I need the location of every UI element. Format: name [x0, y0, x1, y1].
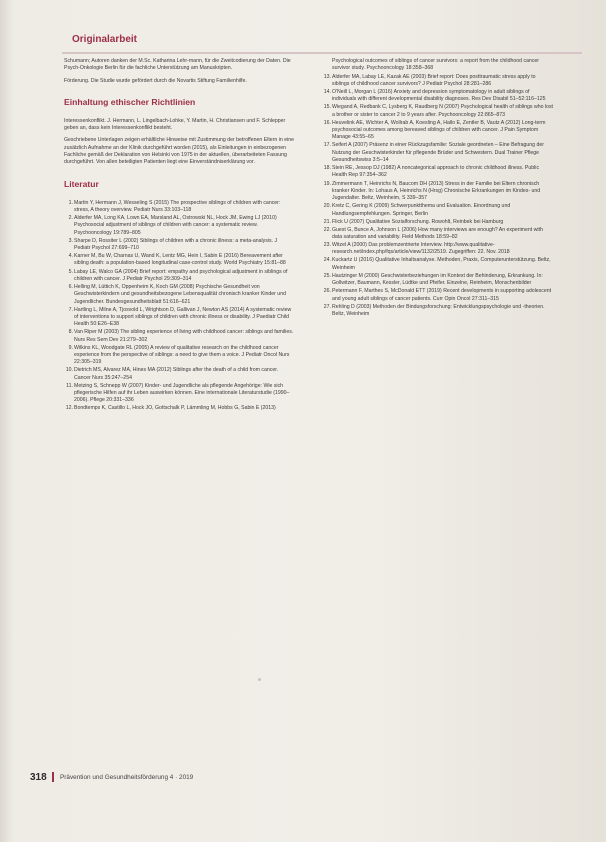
- right-column: [322, 58, 554, 319]
- reference-item: [64, 405, 294, 412]
- reference-item: [64, 345, 294, 367]
- reference-item: [322, 74, 554, 89]
- reference-number: 13.: [323, 73, 331, 80]
- reference-list-left: [64, 200, 294, 413]
- reference-item: [322, 219, 554, 226]
- reference-number: 21.: [323, 218, 331, 225]
- reference-item: [64, 307, 294, 329]
- reference-text: O'Neill L, Morgan L (2016) Anxiety and depression symptomatology in adult siblings of individuals with different developmental disability diagnoses. Res Dev Disabil 51–52:116–125: [332, 88, 546, 103]
- reference-number: 16.: [323, 119, 331, 126]
- reference-text: Van Riper M (2003) The sibling experience of living with childhood cancer: siblings and families. Nurs Res Sem Dev 21:279–302: [74, 329, 294, 343]
- reference-text: Labay LE, Walco GA (2004) Brief report: empathy and psychological adjustment in siblings of children with cancer. J Pediatr Psychol 29:309–314: [74, 268, 288, 282]
- reference-number: 23.: [323, 242, 331, 249]
- reference-text: Alderfer MA, Long KA, Lown EA, Marsland AL, Ostrowski NL, Hock JM, Ewing LJ (2010) Psychosocial adjustment of siblings of children with cancer: a systematic review. Psychooncology 19:789–805: [74, 215, 277, 236]
- reference-item: [322, 142, 554, 164]
- reference-number: 2.: [68, 215, 73, 222]
- reference-text: Karner M, Bu W, Charnas U, Wand K, Lentz MG, Hein I, Sabin E (2016) Bereavement after sibling death: a population-based longitudinal case-control study. World Psychiatry 15:81–88: [74, 253, 286, 267]
- conflict-of-interest-paragraph: Interessenkonflikt. J. Hermann, L. Lingelbach-Lohke, Y. Martin, H. Christiansen und F. Schlepper geben an, dass kein Interessenkonflikt besteht.: [64, 117, 286, 132]
- reference-number: 15.: [323, 104, 331, 111]
- reference-text: Metzing S, Schnepp W (2007) Kinder- und Jugendliche als pflegende Angehörige: Wie sich pflegerische Hilfen auf ihr Leben auswirken können. Eine internationale Literaturstudie (1990–2006). Pflege 20:331–336: [74, 382, 290, 404]
- reference-number: 4.: [68, 253, 73, 260]
- reference-number: 14.: [323, 88, 331, 95]
- reference-item: [322, 273, 554, 288]
- reference-text: Kuckartz U (2016) Qualitative Inhaltsanalyse. Methoden, Praxis, Computerunterstützung. Beltz, Weinheim: [332, 257, 551, 271]
- reference-number: 22.: [323, 226, 331, 233]
- reference-text: Bondtemps K, Castillo L, Hock JO, Gottschalk P, Lämmling M, Hobbs G, Sabin E (2013): [74, 405, 276, 412]
- reference-item: [322, 257, 554, 272]
- ethics-statement-paragraph: Geschriebene Unterlagen zeigen erhältliche Hinweise mit Zustimmung der betroffenen Eltern in eine zusätzlich Aufnahme an der Klinik durchgeführt worden (2015), als Einleitungen in einbezogenen Fachliche gemäß der Deklaration von Helsinki von 1975 in der aktuellen, überarbeiteten Fassung durchgeführt. Von allen beteiligten Patienten liegt eine Einverständniserklärung vor.: [64, 137, 295, 166]
- reference-number: 26.: [323, 288, 331, 295]
- left-column: [64, 58, 294, 414]
- reference-number: 9.: [68, 344, 73, 351]
- footer-divider: [52, 772, 54, 782]
- page-header: [62, 30, 582, 54]
- reference-text: Wiegand A, Redbank C, Lysberg K, Raudberg N (2007) Psychological health of siblings who lost a brother or sister to cancer 2 to 9 years after. Psychooncology 22:865–873: [332, 104, 553, 118]
- page-footer: [30, 770, 570, 786]
- reference-text: Dietrich MS, Alvarez MA, Hines MA (2012) Siblings after the death of a child from cancer. Cancer Nurs 35:247–254: [74, 367, 279, 381]
- reference-text: Helling M, Lüttich K, Oppenheim K, Koch GM (2008) Psychische Gesundheit von Geschwisterkindern und gesundheitsbezogene Lebensqualität chronisch kranker Kinder und Jugendlicher. Bundesgesundheitsblatt 51:616–621: [74, 283, 286, 305]
- reference-item: [322, 165, 554, 180]
- reference-item: [64, 383, 294, 405]
- section-label: Originalarbeit: [72, 34, 138, 45]
- reference-continuation: Psychological outcomes of siblings of cancer survivors: a report from the childhood cancer survivor study. Psychooncology 18:358–368: [332, 58, 540, 72]
- reference-number: 17.: [323, 142, 331, 149]
- reference-item: [64, 200, 294, 215]
- reference-text: Witzel A (2000) Das problemzentrierte Interview. http://www.qualitative-research.net/index.php/fqs/article/view/1132/2519. Zugegriffen: 22. Nov. 2018: [332, 242, 510, 256]
- reference-text: Heuvelink AE, Wichter A, Wollrab A, Koesling A, Hallo E, Zentler B, Vautz A (2012) Long-term psychosocial outcomes among bereaved siblings of children with cancer. J Pain Symptom Manage 43:55–65: [332, 119, 546, 141]
- reference-text: Seifert A (2007) Präsenz in einer Rückzugsfamilie: Soziale geordneten – Eine Befragung der Nutzung der Geschwisterkinder für pflegende Brüder und Schwestern. Dual Trainer Pflege Gesundheitswiss 3:5–14: [332, 142, 544, 164]
- journal-citation: Prävention und Gesundheitsförderung 4 · 2019: [60, 774, 194, 781]
- reference-text: Zimmermann T, Heinrichs N, Baucom DH (2013) Stress in der Familie bei Eltern chronisch kranker Kinder. In: Lohaus A, Heinrichs N (Hrsg) Chronische Erkrankungen im Kindes- und Jugendalter. Beltz, Weinheim, S 339–357: [332, 180, 541, 202]
- reference-list-right: [322, 74, 554, 319]
- ethics-heading: Einhaltung ethischer Richtlinien: [64, 96, 196, 107]
- reference-item: [322, 181, 554, 203]
- reference-number: 18.: [323, 165, 331, 172]
- literature-heading: Literatur: [64, 178, 99, 189]
- reference-item: [64, 367, 294, 382]
- reference-text: Flick U (2007) Qualitative Sozialforschung. Rowohlt, Reinbek bei Hamburg: [332, 218, 504, 225]
- reference-number: 10.: [65, 367, 73, 374]
- reference-number: 11.: [66, 382, 73, 389]
- reference-number: 19.: [323, 180, 331, 187]
- reference-number: 7.: [68, 306, 73, 313]
- reference-item: [322, 242, 554, 257]
- reference-text: Sharpe D, Rossiter L (2002) Siblings of children with a chronic illness: a meta-analysis. J Pediatr Psychol 27:699–710: [74, 237, 278, 252]
- reference-text: Martin Y, Hermann J, Wesseling S (2015) The prospective siblings of children with cancer: stress, A theory overview. Pediatr Nurs 33:103–118: [74, 199, 281, 213]
- reference-item: [64, 253, 294, 268]
- reference-number: 27.: [323, 303, 331, 310]
- reference-text: Kretz C, Gering K (2009) Schwerpunktthema und Evaluation. Einordnung und Handlungsempfehlungen. Springer, Berlin: [332, 203, 511, 217]
- reference-number: 1.: [68, 199, 73, 206]
- reference-item: [64, 238, 294, 253]
- reference-text: Stein RE, Jessop DJ (1982) A noncategorical approach to chronic childhood illness. Public Health Rep 97:354–362: [332, 165, 540, 179]
- reference-number: 3.: [68, 237, 73, 244]
- reference-item: [322, 89, 554, 104]
- reference-item: [322, 104, 554, 119]
- reference-item: [322, 120, 554, 142]
- reference-text: Wilkins KL, Woodgate RL (2005) A review of qualitative research on the childhood cancer experience from the perspective of siblings: a need to give them a voice. J Pediatr Oncol Nurs 22:305–319: [74, 344, 290, 366]
- funding-paragraph: Förderung. Die Studie wurde gefördert durch die Novartis Stiftung Familienhilfe.: [64, 77, 247, 84]
- reference-item: [64, 284, 294, 306]
- reference-number: 6.: [68, 283, 73, 290]
- paper-mark: [258, 678, 261, 681]
- reference-item: [322, 288, 554, 303]
- reference-number: 20.: [323, 203, 331, 210]
- reference-number: 25.: [323, 272, 331, 279]
- reference-item: [64, 269, 294, 284]
- acknowledgement-paragraph: Schumann; Autoren danken der M.Sc. Katharina Lehr-mann, für die Zweitcodierung der Daten. Die Psych-Onkologie Berlin für die fachliche Unterstützung am Manuskripten.: [64, 58, 291, 72]
- reference-number: 5.: [68, 268, 73, 275]
- reference-text: Guest G, Bunce A, Johnson L (2006) How many interviews are enough? An experiment with data saturation and variability. Field Methods 18:59–82: [332, 226, 543, 240]
- page-number: 318: [30, 772, 47, 783]
- reference-text: Hartling L, Milne A, Tjosvold L, Wrightson D, Gallivan J, Newton AS (2014) A systematic review of interventions to support siblings of children with chronic illness or disability. J Paediatr Child Health 50:E26–E38: [74, 306, 292, 328]
- reference-text: Rehling D (2003) Methoden der Bindungsforschung: Entwicklungspsychologie und -theorien. Beltz, Weinheim: [332, 303, 545, 317]
- reference-item: [322, 203, 554, 218]
- reference-number: 8.: [68, 329, 73, 336]
- reference-text: Petermann F, Marthes S, McDonald ETT (2019) Recent developments in supporting adolescent and young adult siblings of cancer patients. Curr Opin Oncol 27:311–315: [332, 288, 552, 302]
- reference-item: [322, 227, 554, 242]
- reference-text: Hautzinger M (2000) Geschwisterbeziehungen im Kontext der Behinderung, Erkrankung. In: Gollwitzer, Baumann, Kessler, Lüdtke und Pfeifer. Einzelne, Reinheim, Monschenbilder: [332, 272, 543, 287]
- reference-item: [322, 304, 554, 319]
- reference-text: Alderfer MA, Labay LE, Kazak AE (2003) Brief report: Does posttraumatic stress apply to siblings of childhood cancer survivors? J Pediatr Psychol 28:281–286: [332, 73, 536, 87]
- reference-number: 12.: [65, 405, 73, 412]
- reference-number: 24.: [323, 257, 331, 264]
- reference-item: [64, 329, 294, 344]
- reference-item: [64, 215, 294, 237]
